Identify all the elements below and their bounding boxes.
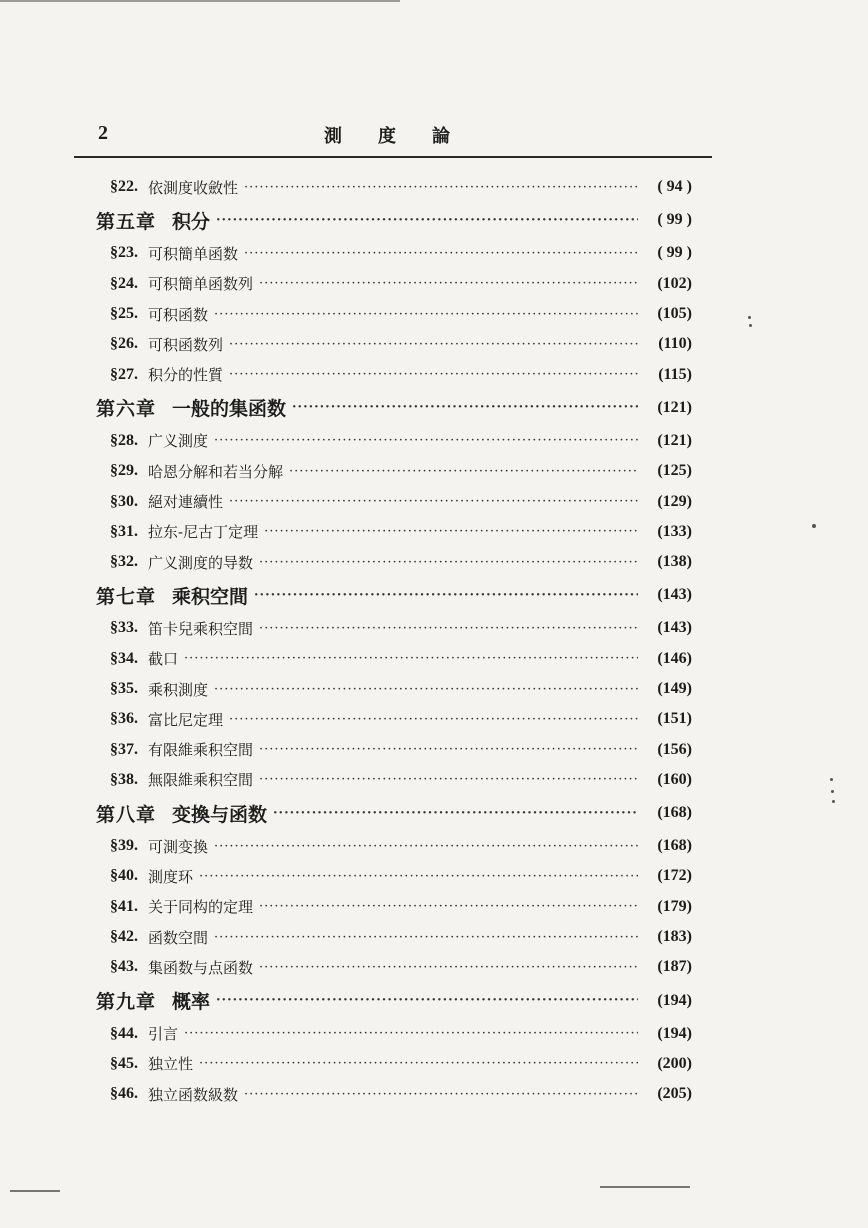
page-reference: (156) (657, 740, 692, 758)
dot-leader (292, 400, 638, 415)
section-title: 可积簡单函数 (148, 244, 239, 263)
section-number: §27. (110, 365, 138, 383)
scan-speck (749, 324, 752, 327)
dot-leader (259, 772, 638, 787)
toc-section-row (96, 1049, 692, 1079)
section-number: §34. (110, 649, 138, 667)
toc-chapter-row (96, 202, 692, 238)
section-title: 积分的性質 (148, 366, 224, 385)
page-reference: (194) (657, 1024, 692, 1042)
dot-leader (214, 307, 638, 322)
toc-section-row (96, 1079, 692, 1109)
toc-section-row (96, 1019, 692, 1049)
toc-chapter-row (96, 390, 692, 426)
toc-section-row (96, 359, 692, 389)
section-number: §30. (110, 492, 138, 510)
page-reference: (179) (657, 897, 692, 915)
dot-leader (264, 524, 638, 539)
chapter-label: 第五章 (96, 210, 157, 233)
section-number: §46. (110, 1085, 138, 1103)
toc-section-row (96, 861, 692, 891)
toc-section-row (96, 704, 692, 734)
page-reference: (110) (658, 335, 692, 353)
page-reference: (205) (657, 1085, 692, 1103)
dot-leader (259, 960, 638, 975)
section-title: 拉东-尼古丁定理 (148, 523, 259, 542)
toc-chapter-row (96, 983, 692, 1019)
section-title: 关于同构的定理 (148, 898, 254, 917)
toc-section-row (96, 456, 692, 486)
section-title: 無限維乘积空間 (148, 771, 254, 790)
page-reference: (105) (657, 305, 692, 323)
page-reference: (187) (657, 958, 692, 976)
dot-leader (184, 1026, 638, 1041)
toc-section-row (96, 172, 692, 202)
page-edge-line (0, 0, 400, 2)
dot-leader (259, 742, 638, 757)
toc-section-row (96, 734, 692, 764)
page-reference: (143) (657, 619, 692, 637)
book-title: 測度論 (324, 126, 486, 147)
section-title: 可測变換 (148, 837, 209, 856)
section-number: §23. (110, 244, 138, 262)
dot-leader (229, 494, 638, 509)
section-title: 測度环 (148, 867, 194, 886)
chapter-label: 第六章 (96, 398, 157, 421)
section-number: §35. (110, 680, 138, 697)
section-number: §39. (110, 837, 138, 855)
chapter-title: 积分 (172, 210, 211, 233)
scan-smudge (600, 1186, 690, 1188)
toc-chapter-row (96, 795, 692, 831)
chapter-label: 第七章 (96, 585, 157, 608)
chapter-title: 概率 (172, 991, 211, 1014)
toc-section-row (96, 329, 692, 359)
chapter-title: 变換与函数 (172, 803, 268, 826)
chapter-title: 乘积空間 (172, 585, 249, 608)
scan-smudge (10, 1190, 60, 1192)
section-number: §25. (110, 305, 138, 323)
section-title: 哈恩分解和若当分解 (148, 462, 284, 481)
section-number: §33. (110, 619, 138, 637)
page-reference: (168) (657, 837, 692, 855)
section-number: §32. (110, 553, 138, 571)
dot-leader (259, 621, 638, 636)
toc-section-row (96, 426, 692, 456)
dot-leader (254, 588, 638, 603)
scan-speck (832, 800, 835, 803)
scan-speck (812, 524, 816, 528)
page-number: 2 (98, 122, 108, 144)
section-number: §29. (110, 462, 138, 480)
dot-leader (259, 899, 638, 914)
page-reference: (200) (657, 1054, 692, 1072)
page-reference: (133) (657, 522, 692, 540)
dot-leader (229, 712, 638, 727)
section-number: §42. (110, 928, 138, 946)
dot-leader (214, 930, 638, 945)
section-number: §45. (110, 1054, 138, 1072)
dot-leader (229, 337, 638, 352)
dot-leader (199, 1056, 638, 1071)
dot-leader (229, 367, 638, 382)
dot-leader (244, 246, 638, 261)
toc-section-row (96, 892, 692, 922)
page-reference: ( 99 ) (657, 211, 692, 229)
section-title: 广义測度的导数 (148, 553, 254, 572)
page-reference: (121) (657, 431, 692, 449)
page-reference: (102) (657, 274, 692, 292)
page-reference: ( 99 ) (657, 244, 692, 262)
dot-leader (259, 555, 638, 570)
dot-leader (199, 869, 638, 884)
dot-leader (216, 993, 638, 1008)
section-title: 截口 (148, 650, 179, 669)
section-number: §28. (110, 431, 138, 449)
dot-leader (214, 433, 638, 448)
toc-section-row (96, 952, 692, 982)
section-title: 可积函数列 (148, 335, 224, 354)
dot-leader (259, 276, 638, 291)
table-of-contents (96, 172, 692, 1109)
dot-leader (244, 1087, 638, 1102)
chapter-label: 第八章 (96, 803, 157, 826)
section-number: §43. (110, 958, 138, 976)
page-reference: (125) (657, 462, 692, 480)
dot-leader (273, 806, 638, 821)
toc-section-row (96, 613, 692, 643)
page-reference: (143) (657, 586, 692, 604)
dot-leader (184, 651, 638, 666)
section-title: 函数空間 (148, 928, 209, 947)
page-reference: (160) (657, 770, 692, 788)
section-title: 集函数与点函数 (148, 958, 254, 977)
toc-section-row (96, 269, 692, 299)
dot-leader (214, 682, 638, 697)
scan-speck (830, 778, 833, 781)
page-reference: ( 94 ) (657, 178, 692, 196)
toc-section-row (96, 517, 692, 547)
section-title: 可积函数 (148, 305, 209, 324)
toc-section-row (96, 547, 692, 577)
section-number: §22. (110, 178, 138, 196)
running-header (74, 118, 712, 158)
section-title: 依測度收斂性 (148, 178, 239, 197)
section-title: 广义測度 (148, 432, 209, 451)
section-number: §37. (110, 740, 138, 758)
section-number: §44. (110, 1024, 138, 1042)
toc-section-row (96, 765, 692, 795)
section-title: 可积簡单函数列 (148, 275, 254, 294)
scan-speck (831, 790, 834, 793)
section-number: §40. (110, 867, 138, 885)
section-title: 笛卡兒乘积空間 (148, 619, 254, 638)
toc-section-row (96, 922, 692, 952)
toc-chapter-row (96, 577, 692, 613)
section-number: §24. (110, 274, 138, 292)
section-title: 富比尼定理 (148, 710, 224, 729)
scan-speck (748, 316, 751, 319)
chapter-title: 一般的集函数 (172, 398, 287, 421)
section-title: 独立性 (148, 1055, 194, 1074)
toc-section-row (96, 831, 692, 861)
dot-leader (216, 213, 638, 228)
toc-section-row (96, 238, 692, 268)
section-title: 引言 (148, 1025, 179, 1044)
page-reference: (121) (657, 398, 692, 416)
section-title: 乘积測度 (148, 680, 209, 699)
page-reference: (115) (658, 365, 692, 383)
page-reference: (151) (657, 710, 692, 728)
page-reference: (194) (657, 991, 692, 1009)
section-number: §26. (110, 335, 138, 353)
dot-leader (214, 839, 638, 854)
toc-section-row (96, 299, 692, 329)
section-title: 有限維乘积空間 (148, 741, 254, 760)
section-number: §36. (110, 710, 138, 728)
section-title: 独立函数級数 (148, 1085, 239, 1104)
section-title: 絕对連續性 (148, 493, 224, 512)
page-reference: (129) (657, 492, 692, 510)
page-reference: (172) (657, 867, 692, 885)
section-number: §38. (110, 770, 138, 788)
chapter-label: 第九章 (96, 991, 157, 1014)
toc-section-row (96, 644, 692, 674)
page-reference: (138) (657, 553, 692, 571)
page-reference: (146) (657, 649, 692, 667)
page-reference: (149) (657, 680, 692, 697)
section-number: §31. (110, 522, 138, 540)
page-reference: (168) (657, 804, 692, 822)
section-number: §41. (110, 897, 138, 915)
dot-leader (289, 464, 638, 479)
dot-leader (244, 180, 638, 195)
toc-section-row (96, 486, 692, 516)
page-reference: (183) (657, 928, 692, 946)
toc-section-row (96, 674, 692, 704)
